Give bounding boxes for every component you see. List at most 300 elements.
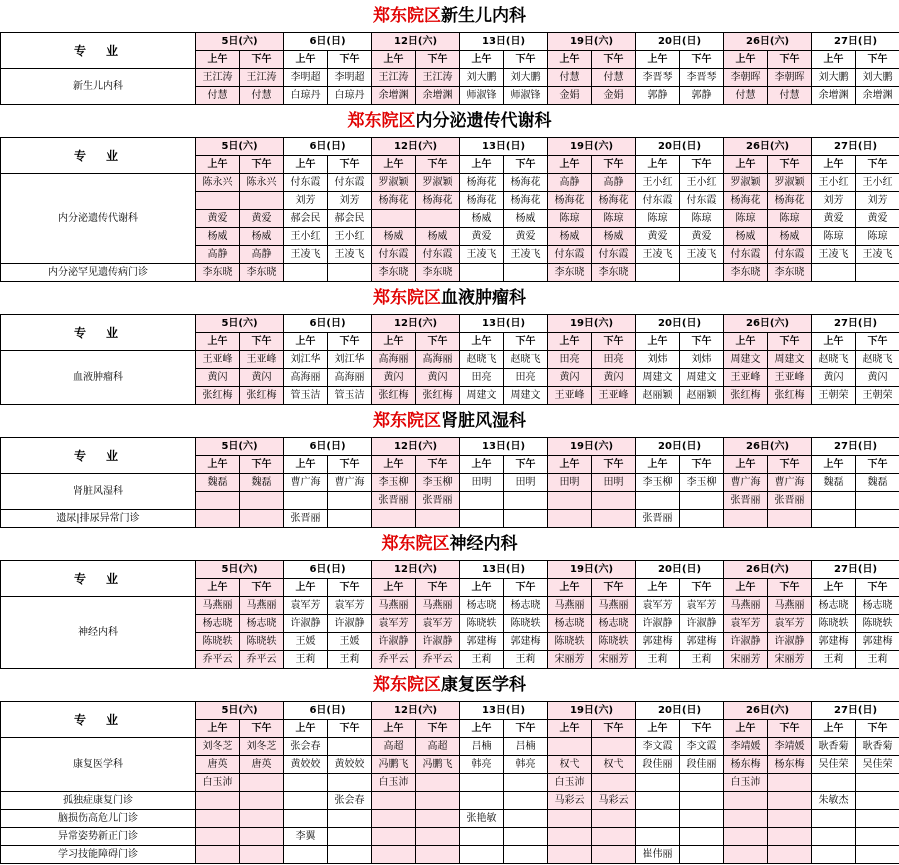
doctor-cell (636, 828, 680, 846)
doctor-cell: 郭静 (636, 87, 680, 105)
doctor-cell: 曹广海 (284, 474, 328, 492)
doctor-cell: 袁军芳 (636, 597, 680, 615)
doctor-cell: 唐英 (196, 756, 240, 774)
doctor-cell: 赵丽颖 (636, 387, 680, 405)
afternoon-header: 下午 (416, 51, 460, 69)
doctor-cell: 张晋丽 (724, 492, 768, 510)
department-label: 孤独症康复门诊 (1, 792, 196, 810)
doctor-cell (856, 810, 899, 828)
doctor-cell (548, 738, 592, 756)
morning-header: 上午 (812, 579, 856, 597)
doctor-cell: 杨志晓 (460, 597, 504, 615)
doctor-cell: 宋丽芳 (724, 651, 768, 669)
morning-header: 上午 (196, 156, 240, 174)
morning-header: 上午 (724, 579, 768, 597)
doctor-cell: 杨威 (460, 210, 504, 228)
doctor-cell: 杨海花 (768, 192, 812, 210)
doctor-cell: 赵晓飞 (504, 351, 548, 369)
doctor-cell: 杨海花 (416, 192, 460, 210)
morning-header: 上午 (724, 456, 768, 474)
doctor-cell: 白玉沛 (196, 774, 240, 792)
table-row (1, 846, 899, 864)
doctor-cell: 郭建梅 (460, 633, 504, 651)
afternoon-header: 下午 (768, 579, 812, 597)
date-header-row (1, 561, 899, 579)
doctor-cell: 马燕丽 (416, 597, 460, 615)
afternoon-header: 下午 (240, 333, 284, 351)
table-row (1, 474, 899, 492)
doctor-cell: 陈晓轶 (504, 615, 548, 633)
doctor-cell (504, 510, 548, 528)
date-header: 13日(日) (460, 138, 548, 156)
afternoon-header: 下午 (504, 579, 548, 597)
doctor-cell: 张晋丽 (636, 510, 680, 528)
date-header: 19日(六) (548, 138, 636, 156)
doctor-cell: 杨威 (372, 228, 416, 246)
doctor-cell: 白琼丹 (328, 87, 372, 105)
schedule-table (0, 32, 899, 105)
doctor-cell: 王朝荣 (812, 387, 856, 405)
doctor-cell (196, 792, 240, 810)
morning-header: 上午 (372, 579, 416, 597)
doctor-cell: 王凌飞 (680, 246, 724, 264)
schedule-table (0, 560, 899, 669)
doctor-cell: 陈琼 (548, 210, 592, 228)
doctor-cell: 黄闪 (416, 369, 460, 387)
doctor-cell: 付慧 (724, 87, 768, 105)
section-title (0, 105, 899, 137)
doctor-cell: 王凌飞 (460, 246, 504, 264)
doctor-cell: 高海丽 (284, 369, 328, 387)
afternoon-header: 下午 (328, 51, 372, 69)
doctor-cell: 杨海花 (460, 174, 504, 192)
afternoon-header: 下午 (680, 51, 724, 69)
doctor-cell: 付东霞 (592, 246, 636, 264)
doctor-cell: 许淑静 (416, 633, 460, 651)
doctor-cell: 陈琼 (768, 210, 812, 228)
doctor-cell: 郝会民 (284, 210, 328, 228)
doctor-cell (328, 738, 372, 756)
doctor-cell (416, 510, 460, 528)
department-label: 遗尿|排尿异常门诊 (1, 510, 196, 528)
date-header: 19日(六) (548, 702, 636, 720)
doctor-cell: 白玉沛 (548, 774, 592, 792)
doctor-cell (328, 492, 372, 510)
doctor-cell (636, 264, 680, 282)
doctor-cell: 吕楠 (460, 738, 504, 756)
doctor-cell: 马燕丽 (724, 597, 768, 615)
table-row (1, 828, 899, 846)
doctor-cell: 曹广海 (328, 474, 372, 492)
doctor-cell: 宋丽芳 (592, 651, 636, 669)
date-header: 12日(六) (372, 33, 460, 51)
section-location: 郑东院区 (373, 675, 441, 695)
doctor-cell: 王凌飞 (856, 246, 899, 264)
doctor-cell (196, 492, 240, 510)
morning-header: 上午 (284, 156, 328, 174)
table-row (1, 510, 899, 528)
date-header: 27日(日) (812, 702, 899, 720)
date-header-row (1, 438, 899, 456)
doctor-cell (416, 846, 460, 864)
doctor-cell (328, 510, 372, 528)
morning-header: 上午 (724, 720, 768, 738)
afternoon-header: 下午 (416, 333, 460, 351)
afternoon-header: 下午 (856, 51, 899, 69)
afternoon-header: 下午 (416, 156, 460, 174)
doctor-cell: 王凌飞 (636, 246, 680, 264)
department-label: 神经内科 (1, 597, 196, 669)
doctor-cell: 马燕丽 (548, 597, 592, 615)
section-title (0, 528, 899, 560)
doctor-cell: 付慧 (548, 69, 592, 87)
doctor-cell: 乔平云 (372, 651, 416, 669)
doctor-cell: 陈晓轶 (196, 633, 240, 651)
afternoon-header: 下午 (856, 333, 899, 351)
doctor-cell: 王亚峰 (724, 369, 768, 387)
doctor-cell (460, 264, 504, 282)
doctor-cell: 乔平云 (240, 651, 284, 669)
doctor-cell: 袁军芳 (724, 615, 768, 633)
doctor-cell: 杨东梅 (724, 756, 768, 774)
doctor-cell: 罗淑颖 (416, 174, 460, 192)
doctor-cell: 刘芳 (284, 192, 328, 210)
doctor-cell (460, 774, 504, 792)
doctor-cell: 李玉柳 (636, 474, 680, 492)
morning-header: 上午 (196, 51, 240, 69)
doctor-cell: 耿香菊 (856, 738, 899, 756)
doctor-cell: 管玉洁 (284, 387, 328, 405)
doctor-cell: 黄爱 (856, 210, 899, 228)
doctor-cell: 吴佳荣 (856, 756, 899, 774)
doctor-cell: 杨威 (196, 228, 240, 246)
department-label: 内分泌罕见遗传病门诊 (1, 264, 196, 282)
doctor-cell: 曹广海 (768, 474, 812, 492)
doctor-cell (856, 492, 899, 510)
doctor-cell: 吕楠 (504, 738, 548, 756)
doctor-cell: 余增渊 (416, 87, 460, 105)
doctor-cell: 许淑静 (768, 633, 812, 651)
doctor-cell (460, 510, 504, 528)
doctor-cell: 杨威 (592, 228, 636, 246)
doctor-cell: 陈晓轶 (460, 615, 504, 633)
doctor-cell: 王亚峰 (548, 387, 592, 405)
date-header: 6日(日) (284, 138, 372, 156)
doctor-cell (724, 792, 768, 810)
doctor-cell: 田明 (592, 474, 636, 492)
afternoon-header: 下午 (240, 579, 284, 597)
doctor-cell: 李明超 (328, 69, 372, 87)
doctor-cell: 田明 (460, 474, 504, 492)
date-header-row (1, 315, 899, 333)
doctor-cell: 刘大鹏 (460, 69, 504, 87)
doctor-cell (240, 828, 284, 846)
doctor-cell (548, 846, 592, 864)
doctor-cell: 赵晓飞 (812, 351, 856, 369)
doctor-cell: 袁军芳 (284, 597, 328, 615)
doctor-cell: 杨志晓 (812, 597, 856, 615)
afternoon-header: 下午 (768, 720, 812, 738)
doctor-cell: 杨志晓 (240, 615, 284, 633)
doctor-cell (548, 828, 592, 846)
doctor-cell: 王莉 (636, 651, 680, 669)
doctor-cell: 付东霞 (724, 246, 768, 264)
doctor-cell: 张红梅 (768, 387, 812, 405)
doctor-cell: 刘大鹏 (812, 69, 856, 87)
schedule-table (0, 137, 899, 282)
afternoon-header: 下午 (680, 579, 724, 597)
afternoon-header: 下午 (504, 333, 548, 351)
doctor-cell (592, 828, 636, 846)
doctor-cell: 陈晓轶 (812, 615, 856, 633)
doctor-cell: 吴佳荣 (812, 756, 856, 774)
doctor-cell: 高超 (416, 738, 460, 756)
table-row (1, 351, 899, 369)
doctor-cell (856, 510, 899, 528)
table-row (1, 597, 899, 615)
section-location: 郑东院区 (373, 288, 441, 308)
doctor-cell: 张晋丽 (372, 492, 416, 510)
doctor-cell: 杨海花 (504, 174, 548, 192)
doctor-cell: 袁军芳 (328, 597, 372, 615)
doctor-cell: 杨志晓 (196, 615, 240, 633)
doctor-cell: 高静 (592, 174, 636, 192)
doctor-cell (328, 774, 372, 792)
doctor-cell: 王江涛 (372, 69, 416, 87)
section-location: 郑东院区 (373, 6, 441, 26)
doctor-cell: 付东霞 (284, 174, 328, 192)
morning-header: 上午 (372, 51, 416, 69)
doctor-cell: 张会春 (328, 792, 372, 810)
doctor-cell: 师淑锋 (460, 87, 504, 105)
morning-header: 上午 (460, 51, 504, 69)
morning-header: 上午 (372, 333, 416, 351)
date-header: 27日(日) (812, 33, 899, 51)
date-header: 26日(六) (724, 438, 812, 456)
doctor-cell (196, 510, 240, 528)
doctor-cell: 马燕丽 (768, 597, 812, 615)
doctor-cell: 杨威 (548, 228, 592, 246)
department-label: 脑损伤高危儿门诊 (1, 810, 196, 828)
afternoon-header: 下午 (504, 51, 548, 69)
schedule-table (0, 701, 899, 864)
doctor-cell (504, 846, 548, 864)
doctor-cell (812, 774, 856, 792)
doctor-cell: 李朝晖 (768, 69, 812, 87)
doctor-cell: 王亚峰 (240, 351, 284, 369)
doctor-cell: 黄爱 (240, 210, 284, 228)
doctor-cell (240, 510, 284, 528)
doctor-cell: 付慧 (196, 87, 240, 105)
section-department-name: 肾脏风湿科 (441, 411, 526, 431)
doctor-cell: 权弋 (548, 756, 592, 774)
doctor-cell (196, 810, 240, 828)
doctor-cell: 马燕丽 (372, 597, 416, 615)
afternoon-header: 下午 (856, 456, 899, 474)
section-title (0, 669, 899, 701)
doctor-cell (328, 264, 372, 282)
doctor-cell: 王莉 (504, 651, 548, 669)
date-header: 5日(六) (196, 561, 284, 579)
doctor-cell: 杨志晓 (856, 597, 899, 615)
date-header: 27日(日) (812, 315, 899, 333)
doctor-cell: 付东霞 (416, 246, 460, 264)
doctor-cell (636, 492, 680, 510)
doctor-cell (680, 810, 724, 828)
afternoon-header: 下午 (592, 51, 636, 69)
doctor-cell: 杨威 (240, 228, 284, 246)
doctor-cell: 王朝荣 (856, 387, 899, 405)
morning-header: 上午 (724, 156, 768, 174)
afternoon-header: 下午 (856, 579, 899, 597)
doctor-cell: 陈晓轶 (240, 633, 284, 651)
afternoon-header: 下午 (328, 579, 372, 597)
doctor-cell: 李晋琴 (636, 69, 680, 87)
doctor-cell: 马彩云 (548, 792, 592, 810)
doctor-cell: 魏磊 (812, 474, 856, 492)
doctor-cell (680, 492, 724, 510)
doctor-cell: 付东霞 (636, 192, 680, 210)
doctor-cell: 李靖媛 (768, 738, 812, 756)
doctor-cell: 李东晓 (372, 264, 416, 282)
doctor-cell: 高海丽 (328, 369, 372, 387)
doctor-cell: 杨海花 (548, 192, 592, 210)
doctor-cell: 许淑静 (636, 615, 680, 633)
doctor-cell: 张艳敏 (460, 810, 504, 828)
doctor-cell: 朱敏杰 (812, 792, 856, 810)
morning-header: 上午 (812, 51, 856, 69)
afternoon-header: 下午 (768, 51, 812, 69)
department-label: 学习技能障碍门诊 (1, 846, 196, 864)
date-header: 5日(六) (196, 702, 284, 720)
doctor-cell: 余增渊 (372, 87, 416, 105)
afternoon-header: 下午 (328, 333, 372, 351)
date-header: 19日(六) (548, 33, 636, 51)
morning-header: 上午 (548, 333, 592, 351)
doctor-cell: 李晋琴 (680, 69, 724, 87)
doctor-cell: 许淑静 (680, 615, 724, 633)
doctor-cell: 付东霞 (548, 246, 592, 264)
doctor-cell: 刘冬芝 (240, 738, 284, 756)
morning-header: 上午 (284, 579, 328, 597)
date-header: 6日(日) (284, 315, 372, 333)
date-header-row (1, 33, 899, 51)
department-label: 异常姿势新正门诊 (1, 828, 196, 846)
doctor-cell: 陈晓轶 (856, 615, 899, 633)
date-header: 6日(日) (284, 438, 372, 456)
doctor-cell (416, 810, 460, 828)
date-header-row (1, 702, 899, 720)
doctor-cell: 袁军芳 (680, 597, 724, 615)
doctor-cell (548, 510, 592, 528)
morning-header: 上午 (548, 579, 592, 597)
doctor-cell: 王亚峰 (196, 351, 240, 369)
afternoon-header: 下午 (856, 720, 899, 738)
table-row (1, 738, 899, 756)
morning-header: 上午 (460, 720, 504, 738)
doctor-cell: 田亮 (548, 351, 592, 369)
morning-header: 上午 (284, 333, 328, 351)
doctor-cell: 白琼丹 (284, 87, 328, 105)
doctor-cell: 黄爱 (812, 210, 856, 228)
date-header: 26日(六) (724, 702, 812, 720)
doctor-cell: 李东晓 (592, 264, 636, 282)
doctor-cell: 陈琼 (592, 210, 636, 228)
doctor-cell (636, 774, 680, 792)
doctor-cell (724, 810, 768, 828)
doctor-cell: 黄姣姣 (284, 756, 328, 774)
doctor-cell: 王凌飞 (812, 246, 856, 264)
doctor-cell (768, 774, 812, 792)
morning-header: 上午 (636, 720, 680, 738)
doctor-cell: 王亚峰 (768, 369, 812, 387)
doctor-cell: 郭建梅 (812, 633, 856, 651)
doctor-cell: 杨志晓 (504, 597, 548, 615)
afternoon-header: 下午 (680, 456, 724, 474)
doctor-cell (504, 792, 548, 810)
doctor-cell (504, 810, 548, 828)
doctor-cell: 高静 (548, 174, 592, 192)
specialty-header: 专 业 (1, 561, 196, 597)
doctor-cell: 张红梅 (724, 387, 768, 405)
doctor-cell (504, 828, 548, 846)
table-row (1, 174, 899, 192)
doctor-cell (284, 792, 328, 810)
doctor-cell: 陈琼 (680, 210, 724, 228)
morning-header: 上午 (812, 333, 856, 351)
doctor-cell: 周建文 (636, 369, 680, 387)
doctor-cell: 周建文 (680, 369, 724, 387)
doctor-cell: 唐英 (240, 756, 284, 774)
doctor-cell: 李东晓 (196, 264, 240, 282)
date-header: 27日(日) (812, 438, 899, 456)
afternoon-header: 下午 (328, 456, 372, 474)
doctor-cell: 段佳丽 (680, 756, 724, 774)
doctor-cell: 高超 (372, 738, 416, 756)
doctor-cell (328, 810, 372, 828)
doctor-cell: 李靖媛 (724, 738, 768, 756)
morning-header: 上午 (812, 156, 856, 174)
doctor-cell (592, 846, 636, 864)
doctor-cell (856, 846, 899, 864)
doctor-cell: 杨海花 (372, 192, 416, 210)
morning-header: 上午 (636, 333, 680, 351)
doctor-cell: 王小红 (328, 228, 372, 246)
doctor-cell: 师淑锋 (504, 87, 548, 105)
doctor-cell (592, 738, 636, 756)
doctor-cell (240, 492, 284, 510)
doctor-cell: 罗淑颖 (724, 174, 768, 192)
doctor-cell: 罗淑颖 (768, 174, 812, 192)
doctor-cell: 许淑静 (724, 633, 768, 651)
section-title (0, 405, 899, 437)
doctor-cell: 乔平云 (416, 651, 460, 669)
date-header: 27日(日) (812, 138, 899, 156)
section-department-name: 神经内科 (449, 534, 518, 554)
doctor-cell: 付东霞 (680, 192, 724, 210)
afternoon-header: 下午 (680, 720, 724, 738)
doctor-cell (416, 774, 460, 792)
doctor-cell (328, 846, 372, 864)
doctor-cell (240, 774, 284, 792)
afternoon-header: 下午 (504, 456, 548, 474)
section-location: 郑东院区 (373, 411, 441, 431)
morning-header: 上午 (636, 156, 680, 174)
afternoon-header: 下午 (240, 456, 284, 474)
date-header: 13日(日) (460, 438, 548, 456)
doctor-cell: 许淑静 (284, 615, 328, 633)
doctor-cell: 袁军芳 (372, 615, 416, 633)
